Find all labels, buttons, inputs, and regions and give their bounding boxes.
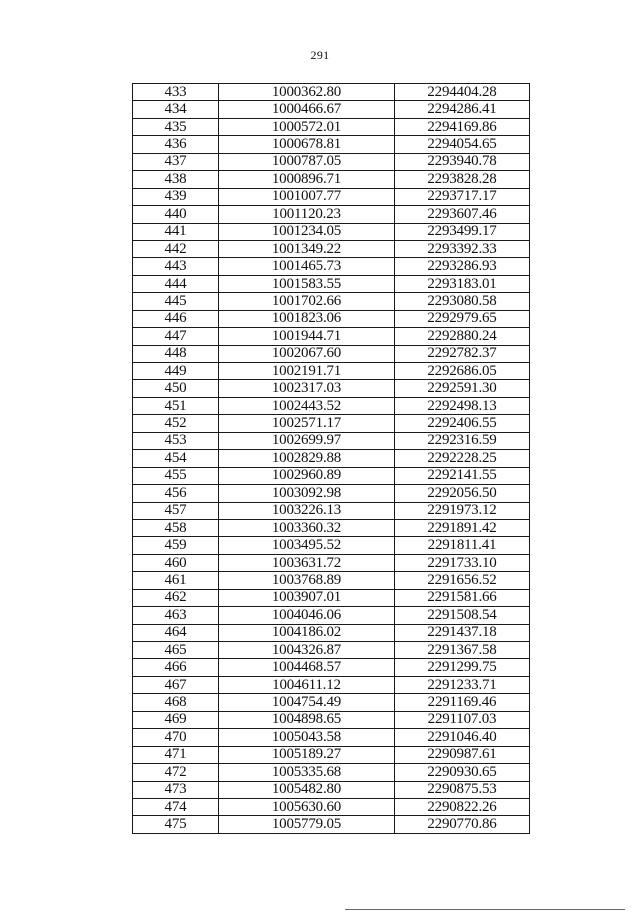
y-coordinate-cell: 2291733.10 bbox=[395, 554, 530, 571]
x-coordinate-cell: 1003226.13 bbox=[219, 502, 395, 519]
point-number-cell: 467 bbox=[133, 676, 219, 693]
x-coordinate-cell: 1001465.73 bbox=[219, 258, 395, 275]
y-coordinate-cell: 2291508.54 bbox=[395, 607, 530, 624]
x-coordinate-cell: 1005043.58 bbox=[219, 729, 395, 746]
point-number-cell: 465 bbox=[133, 642, 219, 659]
table-row bbox=[133, 450, 530, 467]
point-number-cell: 461 bbox=[133, 572, 219, 589]
y-coordinate-cell: 2294169.86 bbox=[395, 118, 530, 135]
table-row bbox=[133, 537, 530, 554]
point-number-cell: 442 bbox=[133, 240, 219, 257]
x-coordinate-cell: 1004186.02 bbox=[219, 624, 395, 641]
table-row bbox=[133, 240, 530, 257]
point-number-cell: 468 bbox=[133, 694, 219, 711]
page-number: 291 bbox=[310, 48, 330, 62]
point-number-cell: 462 bbox=[133, 589, 219, 606]
table-row bbox=[133, 415, 530, 432]
table-row bbox=[133, 676, 530, 693]
table-row bbox=[133, 624, 530, 641]
point-number-cell: 450 bbox=[133, 380, 219, 397]
x-coordinate-cell: 1002067.60 bbox=[219, 345, 395, 362]
table-row bbox=[133, 223, 530, 240]
x-coordinate-cell: 1000362.80 bbox=[219, 84, 395, 101]
y-coordinate-cell: 2290930.65 bbox=[395, 764, 530, 781]
table-row bbox=[133, 711, 530, 728]
table-row bbox=[133, 659, 530, 676]
table-row bbox=[133, 554, 530, 571]
point-number-cell: 436 bbox=[133, 136, 219, 153]
table-row bbox=[133, 118, 530, 135]
x-coordinate-cell: 1003092.98 bbox=[219, 485, 395, 502]
point-number-cell: 444 bbox=[133, 275, 219, 292]
x-coordinate-cell: 1000466.67 bbox=[219, 101, 395, 118]
point-number-cell: 454 bbox=[133, 450, 219, 467]
y-coordinate-cell: 2293828.28 bbox=[395, 171, 530, 188]
point-number-cell: 445 bbox=[133, 293, 219, 310]
point-number-cell: 469 bbox=[133, 711, 219, 728]
table-row bbox=[133, 206, 530, 223]
point-number-cell: 449 bbox=[133, 363, 219, 380]
x-coordinate-cell: 1001349.22 bbox=[219, 240, 395, 257]
x-coordinate-cell: 1003495.52 bbox=[219, 537, 395, 554]
point-number-cell: 475 bbox=[133, 816, 219, 833]
x-coordinate-cell: 1004046.06 bbox=[219, 607, 395, 624]
y-coordinate-cell: 2291581.66 bbox=[395, 589, 530, 606]
table-row bbox=[133, 781, 530, 798]
y-coordinate-cell: 2293080.58 bbox=[395, 293, 530, 310]
y-coordinate-cell: 2291046.40 bbox=[395, 729, 530, 746]
x-coordinate-cell: 1004468.57 bbox=[219, 659, 395, 676]
y-coordinate-cell: 2291437.18 bbox=[395, 624, 530, 641]
table-row bbox=[133, 746, 530, 763]
x-coordinate-cell: 1005630.60 bbox=[219, 798, 395, 815]
y-coordinate-cell: 2291169.46 bbox=[395, 694, 530, 711]
point-number-cell: 458 bbox=[133, 519, 219, 536]
x-coordinate-cell: 1001583.55 bbox=[219, 275, 395, 292]
table-row bbox=[133, 380, 530, 397]
x-coordinate-cell: 1004754.49 bbox=[219, 694, 395, 711]
y-coordinate-cell: 2291233.71 bbox=[395, 676, 530, 693]
point-number-cell: 440 bbox=[133, 206, 219, 223]
point-number-cell: 452 bbox=[133, 415, 219, 432]
y-coordinate-cell: 2292782.37 bbox=[395, 345, 530, 362]
x-coordinate-cell: 1003360.32 bbox=[219, 519, 395, 536]
table-row bbox=[133, 188, 530, 205]
point-number-cell: 472 bbox=[133, 764, 219, 781]
table-row bbox=[133, 519, 530, 536]
x-coordinate-cell: 1001234.05 bbox=[219, 223, 395, 240]
table-row bbox=[133, 485, 530, 502]
x-coordinate-cell: 1001120.23 bbox=[219, 206, 395, 223]
point-number-cell: 455 bbox=[133, 467, 219, 484]
x-coordinate-cell: 1001944.71 bbox=[219, 328, 395, 345]
y-coordinate-cell: 2294286.41 bbox=[395, 101, 530, 118]
x-coordinate-cell: 1005189.27 bbox=[219, 746, 395, 763]
y-coordinate-cell: 2292406.55 bbox=[395, 415, 530, 432]
table-row bbox=[133, 153, 530, 170]
table-row bbox=[133, 328, 530, 345]
y-coordinate-cell: 2293717.17 bbox=[395, 188, 530, 205]
x-coordinate-cell: 1002317.03 bbox=[219, 380, 395, 397]
point-number-cell: 441 bbox=[133, 223, 219, 240]
y-coordinate-cell: 2292056.50 bbox=[395, 485, 530, 502]
x-coordinate-cell: 1005482.80 bbox=[219, 781, 395, 798]
y-coordinate-cell: 2293940.78 bbox=[395, 153, 530, 170]
table-row bbox=[133, 729, 530, 746]
point-number-cell: 435 bbox=[133, 118, 219, 135]
coordinates-table bbox=[132, 83, 530, 834]
table-row bbox=[133, 101, 530, 118]
point-number-cell: 443 bbox=[133, 258, 219, 275]
table-row bbox=[133, 467, 530, 484]
y-coordinate-cell: 2293607.46 bbox=[395, 206, 530, 223]
y-coordinate-cell: 2290875.53 bbox=[395, 781, 530, 798]
point-number-cell: 463 bbox=[133, 607, 219, 624]
point-number-cell: 464 bbox=[133, 624, 219, 641]
x-coordinate-cell: 1000678.81 bbox=[219, 136, 395, 153]
x-coordinate-cell: 1002443.52 bbox=[219, 397, 395, 414]
y-coordinate-cell: 2290987.61 bbox=[395, 746, 530, 763]
table-row bbox=[133, 798, 530, 815]
x-coordinate-cell: 1001007.77 bbox=[219, 188, 395, 205]
point-number-cell: 448 bbox=[133, 345, 219, 362]
y-coordinate-cell: 2293392.33 bbox=[395, 240, 530, 257]
point-number-cell: 456 bbox=[133, 485, 219, 502]
table-row bbox=[133, 363, 530, 380]
y-coordinate-cell: 2292591.30 bbox=[395, 380, 530, 397]
y-coordinate-cell: 2290770.86 bbox=[395, 816, 530, 833]
table-row bbox=[133, 589, 530, 606]
table-row bbox=[133, 816, 530, 833]
x-coordinate-cell: 1003907.01 bbox=[219, 589, 395, 606]
y-coordinate-cell: 2292979.65 bbox=[395, 310, 530, 327]
point-number-cell: 471 bbox=[133, 746, 219, 763]
y-coordinate-cell: 2294404.28 bbox=[395, 84, 530, 101]
table-row bbox=[133, 310, 530, 327]
x-coordinate-cell: 1002191.71 bbox=[219, 363, 395, 380]
y-coordinate-cell: 2291107.03 bbox=[395, 711, 530, 728]
x-coordinate-cell: 1001702.66 bbox=[219, 293, 395, 310]
y-coordinate-cell: 2290822.26 bbox=[395, 798, 530, 815]
y-coordinate-cell: 2292228.25 bbox=[395, 450, 530, 467]
point-number-cell: 433 bbox=[133, 84, 219, 101]
y-coordinate-cell: 2291891.42 bbox=[395, 519, 530, 536]
x-coordinate-cell: 1001823.06 bbox=[219, 310, 395, 327]
table-row bbox=[133, 84, 530, 101]
y-coordinate-cell: 2292141.55 bbox=[395, 467, 530, 484]
table-row bbox=[133, 502, 530, 519]
x-coordinate-cell: 1000572.01 bbox=[219, 118, 395, 135]
x-coordinate-cell: 1000787.05 bbox=[219, 153, 395, 170]
y-coordinate-cell: 2292686.05 bbox=[395, 363, 530, 380]
table-row bbox=[133, 694, 530, 711]
point-number-cell: 457 bbox=[133, 502, 219, 519]
y-coordinate-cell: 2291656.52 bbox=[395, 572, 530, 589]
y-coordinate-cell: 2291973.12 bbox=[395, 502, 530, 519]
table-row bbox=[133, 136, 530, 153]
x-coordinate-cell: 1002571.17 bbox=[219, 415, 395, 432]
y-coordinate-cell: 2293499.17 bbox=[395, 223, 530, 240]
point-number-cell: 470 bbox=[133, 729, 219, 746]
y-coordinate-cell: 2294054.65 bbox=[395, 136, 530, 153]
table-row bbox=[133, 345, 530, 362]
y-coordinate-cell: 2293183.01 bbox=[395, 275, 530, 292]
y-coordinate-cell: 2291811.41 bbox=[395, 537, 530, 554]
x-coordinate-cell: 1003631.72 bbox=[219, 554, 395, 571]
y-coordinate-cell: 2291367.58 bbox=[395, 642, 530, 659]
x-coordinate-cell: 1004898.65 bbox=[219, 711, 395, 728]
table-row bbox=[133, 607, 530, 624]
x-coordinate-cell: 1002960.89 bbox=[219, 467, 395, 484]
point-number-cell: 437 bbox=[133, 153, 219, 170]
table-row bbox=[133, 432, 530, 449]
table-row bbox=[133, 293, 530, 310]
table-row bbox=[133, 572, 530, 589]
y-coordinate-cell: 2292316.59 bbox=[395, 432, 530, 449]
table-row bbox=[133, 275, 530, 292]
table-row bbox=[133, 764, 530, 781]
point-number-cell: 474 bbox=[133, 798, 219, 815]
point-number-cell: 473 bbox=[133, 781, 219, 798]
y-coordinate-cell: 2292498.13 bbox=[395, 397, 530, 414]
point-number-cell: 451 bbox=[133, 397, 219, 414]
table-body bbox=[133, 84, 530, 834]
point-number-cell: 434 bbox=[133, 101, 219, 118]
point-number-cell: 460 bbox=[133, 554, 219, 571]
x-coordinate-cell: 1004326.87 bbox=[219, 642, 395, 659]
footer-rule bbox=[345, 909, 625, 910]
x-coordinate-cell: 1003768.89 bbox=[219, 572, 395, 589]
point-number-cell: 439 bbox=[133, 188, 219, 205]
point-number-cell: 438 bbox=[133, 171, 219, 188]
x-coordinate-cell: 1004611.12 bbox=[219, 676, 395, 693]
point-number-cell: 459 bbox=[133, 537, 219, 554]
point-number-cell: 446 bbox=[133, 310, 219, 327]
x-coordinate-cell: 1000896.71 bbox=[219, 171, 395, 188]
y-coordinate-cell: 2293286.93 bbox=[395, 258, 530, 275]
table-row bbox=[133, 397, 530, 414]
x-coordinate-cell: 1005779.05 bbox=[219, 816, 395, 833]
table-row bbox=[133, 171, 530, 188]
table-row bbox=[133, 258, 530, 275]
table-row bbox=[133, 642, 530, 659]
x-coordinate-cell: 1002829.88 bbox=[219, 450, 395, 467]
point-number-cell: 466 bbox=[133, 659, 219, 676]
y-coordinate-cell: 2291299.75 bbox=[395, 659, 530, 676]
y-coordinate-cell: 2292880.24 bbox=[395, 328, 530, 345]
x-coordinate-cell: 1005335.68 bbox=[219, 764, 395, 781]
point-number-cell: 453 bbox=[133, 432, 219, 449]
x-coordinate-cell: 1002699.97 bbox=[219, 432, 395, 449]
point-number-cell: 447 bbox=[133, 328, 219, 345]
